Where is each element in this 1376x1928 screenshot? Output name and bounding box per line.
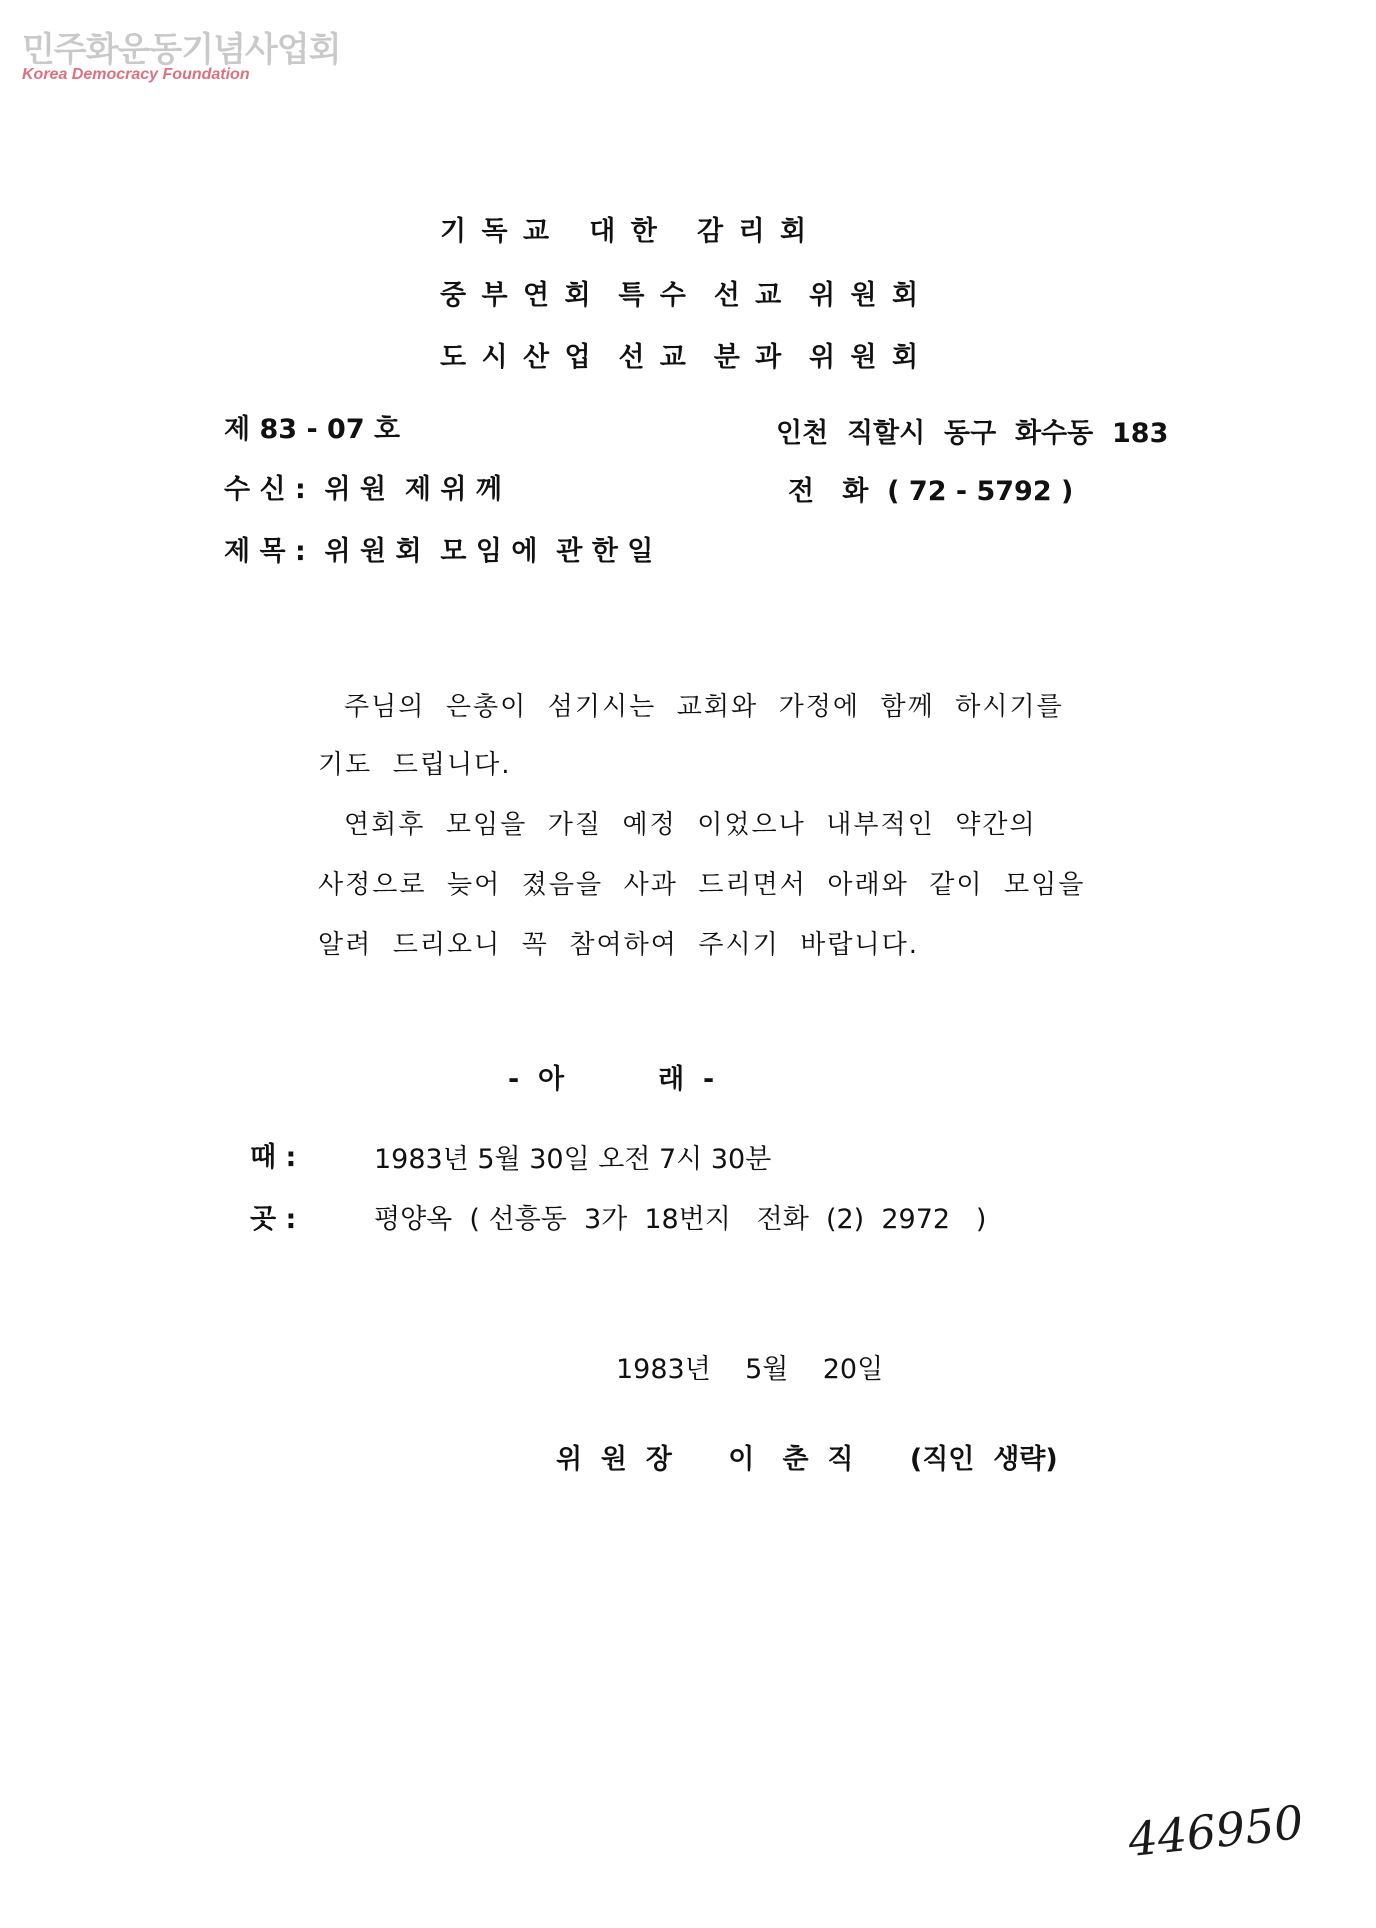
body-line-3: 연회후 모임을 가질 예정 이었으나 내부적인 약간의 bbox=[344, 810, 1037, 840]
header-line-1: 기 독 교 대 한 감 리 회 bbox=[440, 216, 810, 247]
body-line-5: 알려 드리오니 꼭 참여하여 주시기 바랍니다. bbox=[318, 930, 919, 960]
sender-phone: 전 화 ( 72 - 5792 ) bbox=[788, 476, 1074, 507]
recipient-field: 수 신 : 위 원 제 위 께 bbox=[224, 474, 502, 505]
time-label: 때 : bbox=[250, 1142, 297, 1173]
body-line-4: 사정으로 늦어 졌음을 사과 드리면서 아래와 같이 모임을 bbox=[318, 870, 1086, 900]
header-line-3: 도 시 산 업 선 교 분 과 위 원 회 bbox=[440, 342, 922, 373]
subject-field: 제 목 : 위 원 회 모 임 에 관 한 일 bbox=[224, 536, 654, 567]
section-heading: - 아 래 - bbox=[508, 1064, 715, 1095]
place-value: 평양옥 ( 선흥동 3가 18번지 전화 (2) 2972 ) bbox=[374, 1204, 987, 1235]
body-line-1: 주님의 은총이 섬기시는 교회와 가정에 함께 하시기를 bbox=[344, 692, 1064, 722]
sender-address: 인천 직할시 동구 화수동 183 bbox=[776, 418, 1169, 449]
header-line-2: 중 부 연 회 특 수 선 교 위 원 회 bbox=[440, 280, 922, 311]
time-value: 1983년 5월 30일 오전 7시 30분 bbox=[374, 1144, 772, 1175]
issue-date: 1983년 5월 20일 bbox=[616, 1354, 884, 1385]
watermark-korean: 민주화운동기념사업회 bbox=[22, 30, 341, 70]
handwritten-document-number: 446950 bbox=[1125, 1794, 1306, 1868]
signature-line: 위 원 장 이 춘 직 (직인 생략) bbox=[556, 1444, 1058, 1475]
watermark-english: Korea Democracy Foundation bbox=[22, 66, 250, 83]
document-number-field: 제 83 - 07 호 bbox=[224, 414, 401, 445]
body-line-2: 기도 드립니다. bbox=[318, 750, 512, 780]
place-label: 곳 : bbox=[250, 1204, 297, 1235]
